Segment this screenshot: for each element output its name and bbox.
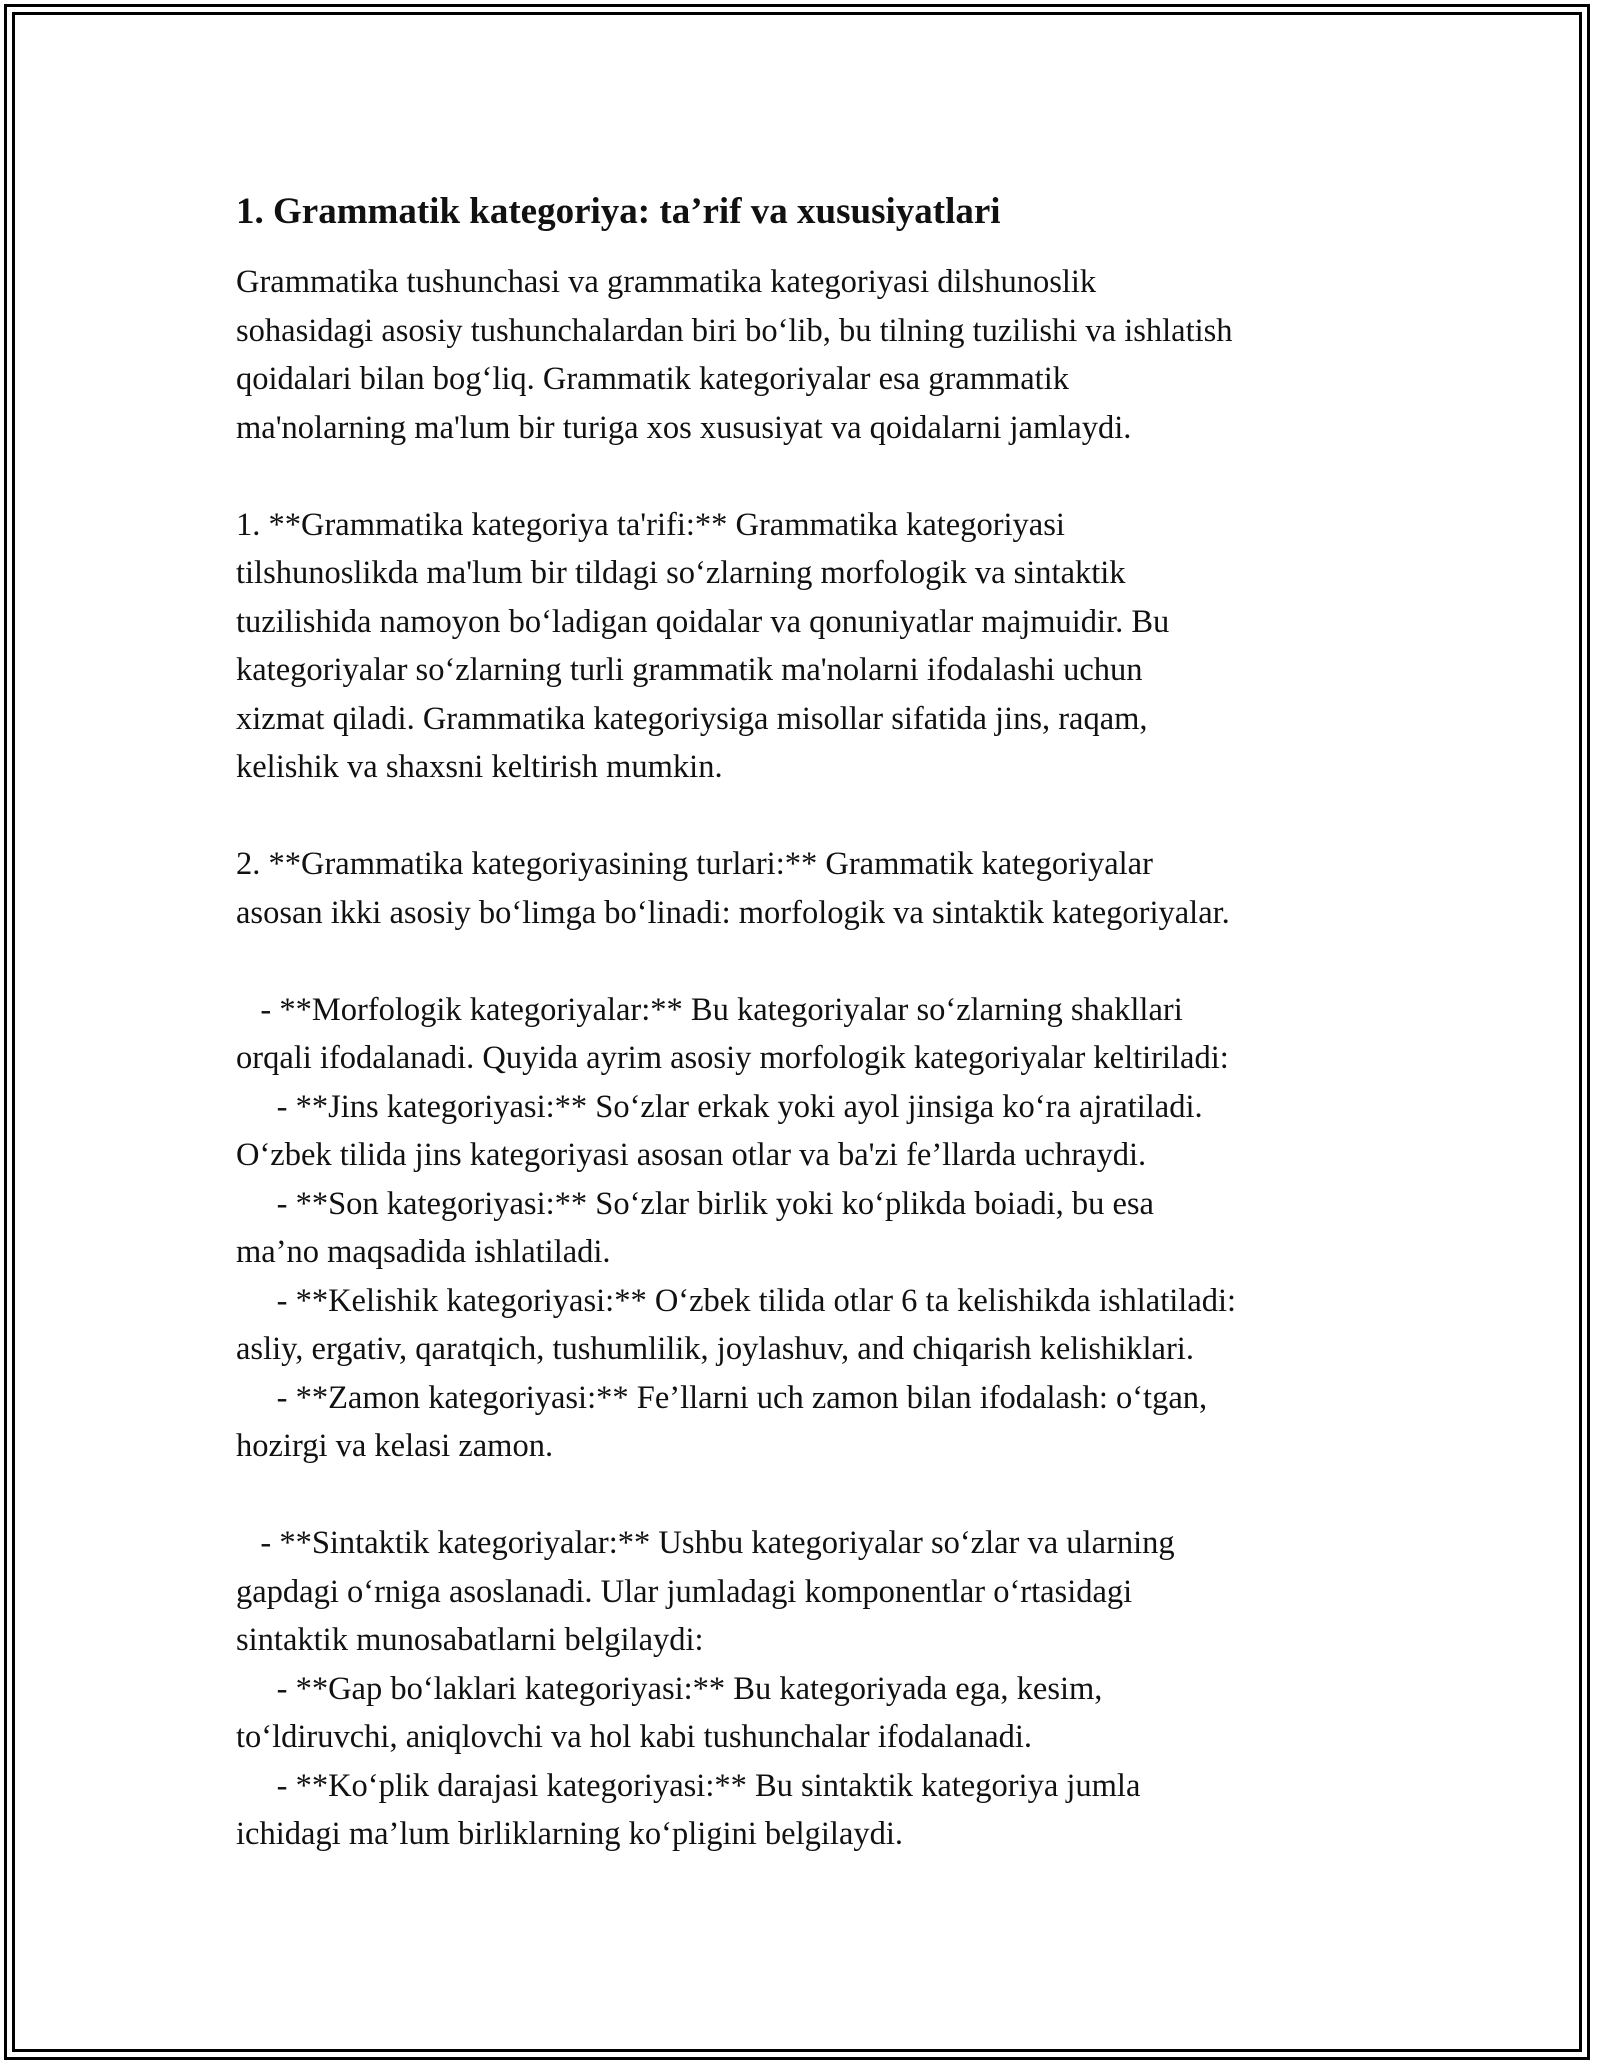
types-paragraph: 2. **Grammatika kategoriyasining turlari:** Grammatik kategoriyalar asosan ikki asosiy bo‘limga bo‘linadi: morfologik va sintaktik kategoriyalar. <box>236 846 1230 931</box>
paragraph-spacer <box>236 452 1406 501</box>
morphological-categories-list: - **Morfologik kategoriyalar:** Bu kategoriyalar so‘zlarning shakllari orqali ifodalanadi. Quyida ayrim asosiy morfologik kategoriyalar keltiriladi: - **Jins kategoriyasi:** So‘zlar erkak yoki ayol jinsiga ko‘ra ajratiladi. O‘zbek tilida jins kategoriyasi asosan otlar va ba'zi fe’llarda uchraydi. - **Son kategoriyasi:** So‘zlar birlik yoki ko‘plikda boiadi, bu esa ma’no maqsadida ishlatiladi. - **Kelishik kategoriyasi:** O‘zbek tilida otlar 6 ta kelishikda ishlatiladi: asliy, ergativ, qaratqich, tushumlilik, joylashuv, and chiqarish kelishiklari. - **Zamon kategoriyasi:** Fe’llarni uch zamon bilan ifodalash: o‘tgan, hozirgi va kelasi zamon. <box>236 991 1237 1464</box>
paragraph-spacer <box>236 1471 1406 1520</box>
intro-paragraph: Grammatika tushunchasi va grammatika kategoriyasi dilshunoslik sohasidagi asosiy tushunchalardan biri bo‘lib, bu tilning tuzilishi va ishlatish qoidalari bilan bog‘liq. Grammatik kategoriyalar esa grammatik ma'nolarning ma'lum bir turiga xos xususiyat va qoidalarni jamlaydi. <box>236 264 1233 446</box>
paragraph-spacer <box>236 792 1406 841</box>
paragraph-spacer <box>236 937 1406 986</box>
syntactic-categories-list: - **Sintaktik kategoriyalar:** Ushbu kategoriyalar so‘zlar va ularning gapdagi o‘rniga asoslanadi. Ular jumladagi komponentlar o‘rtasidagi sintaktik munosabatlarni belgilaydi: - **Gap bo‘laklari kategoriyasi:** Bu kategoriyada ega, kesim, to‘ldiruvchi, aniqlovchi va hol kabi tushunchalar ifodalanadi. - **Ko‘plik darajasi kategoriyasi:** Bu sintaktik kategoriya jumla ichidagi ma’lum birliklarning ko‘pligini belgilaydi. <box>236 1525 1175 1852</box>
section-heading: 1. Grammatik kategoriya: ta’rif va xususiyatlari <box>236 191 1001 232</box>
definition-paragraph: 1. **Grammatika kategoriya ta'rifi:** Grammatika kategoriyasi tilshunoslikda ma'lum bir tildagi so‘zlarning morfologik va sintaktik tuzilishida namoyon bo‘ladigan qoidalar va qonuniyatlar majmuidir. Bu kategoriyalar so‘zlarning turli grammatik ma'nolarni ifodalashi uchun xizmat qiladi. Grammatika kategoriysiga misollar sifatida jins, raqam, kelishik va shaxsni keltirish mumkin. <box>236 506 1170 785</box>
document-body <box>236 180 1406 1859</box>
